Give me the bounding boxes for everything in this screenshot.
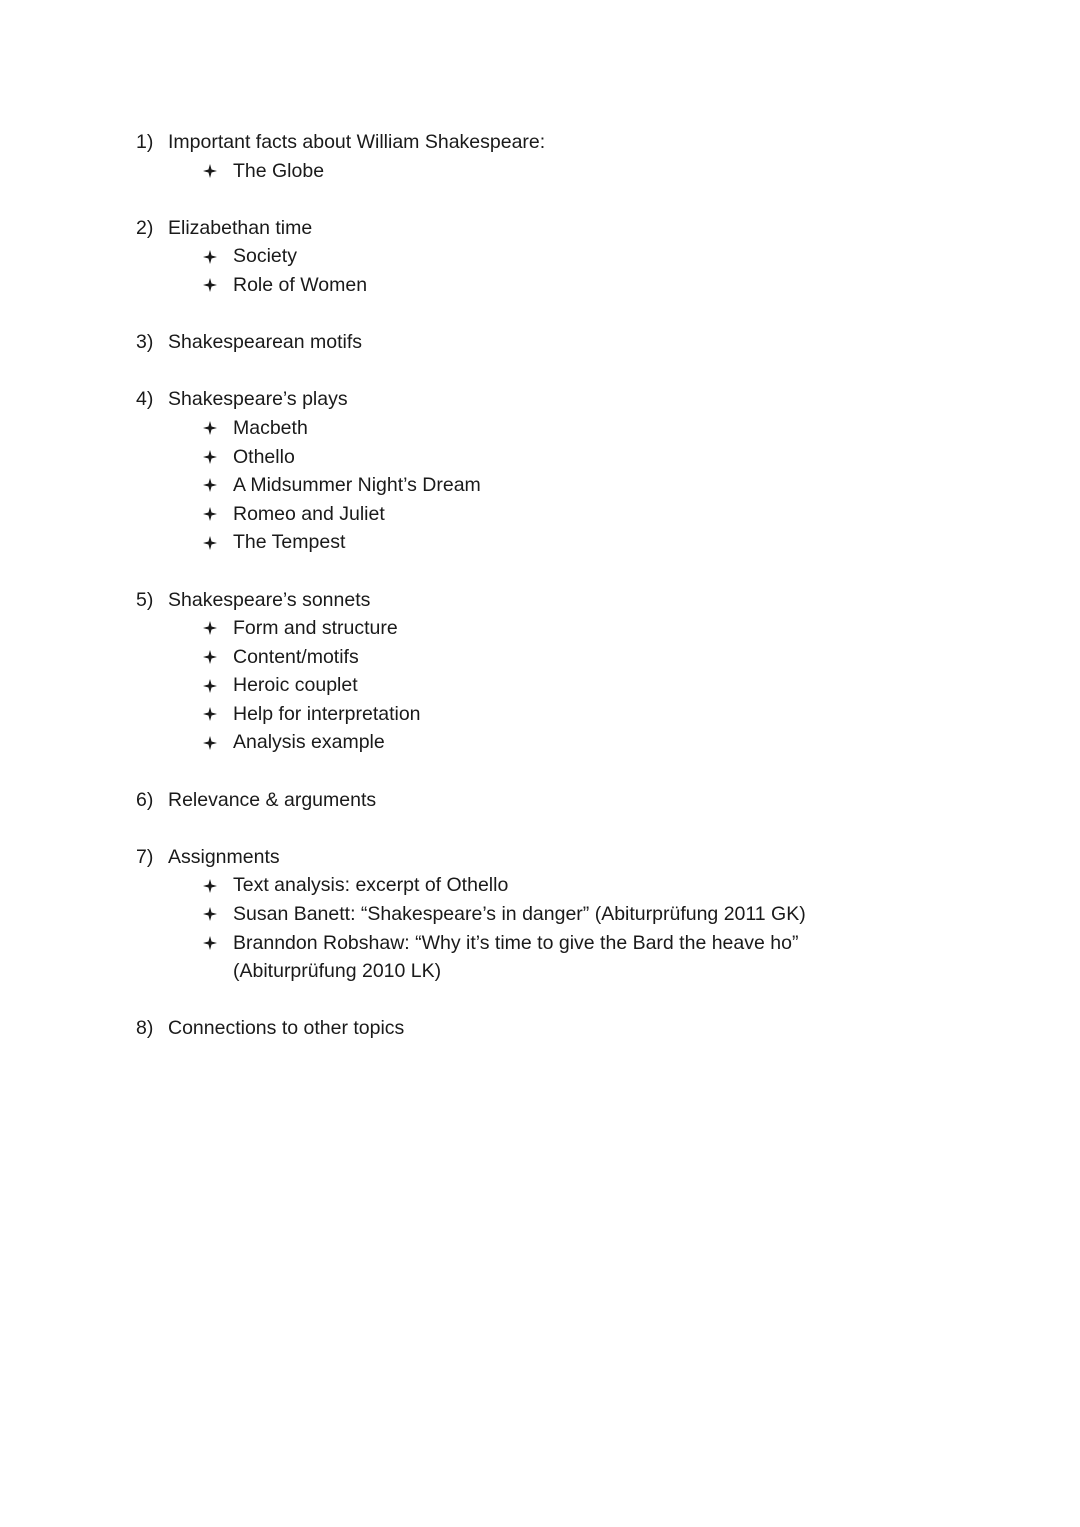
list-item <box>136 414 1036 443</box>
list-item-text: Content/motifs <box>233 645 359 668</box>
section-number: 4) <box>136 388 154 411</box>
section-number: 7) <box>136 845 154 868</box>
four-pointed-star-icon <box>201 614 219 643</box>
list-item <box>136 271 1036 300</box>
outline-section <box>136 214 1036 300</box>
outline-section <box>136 786 1036 815</box>
list-item <box>136 700 1036 729</box>
list-item-text: Romeo and Juliet <box>233 502 385 525</box>
list-item-text: (Abiturprüfung 2010 LK) <box>233 960 442 983</box>
list-item-text: Help for interpretation <box>233 702 421 725</box>
bullet-list <box>136 871 1036 985</box>
four-pointed-star-icon <box>201 500 219 529</box>
section-heading <box>136 1014 1036 1043</box>
four-pointed-star-icon <box>201 643 219 672</box>
bullet-list <box>136 242 1036 299</box>
list-item-text: A Midsummer Night’s Dream <box>233 474 481 497</box>
four-pointed-star-icon <box>201 671 219 700</box>
list-item <box>136 500 1036 529</box>
list-item-text: Role of Women <box>233 273 368 296</box>
four-pointed-star-icon <box>201 900 219 929</box>
four-pointed-star-icon <box>201 929 219 958</box>
section-title: Important facts about William Shakespeare: <box>168 131 546 153</box>
four-pointed-star-icon <box>201 871 219 900</box>
section-heading <box>136 385 1036 414</box>
section-number: 2) <box>136 216 154 239</box>
four-pointed-star-icon <box>201 471 219 500</box>
list-item-continuation <box>136 957 1036 986</box>
bullet-list <box>136 414 1036 557</box>
four-pointed-star-icon <box>201 528 219 557</box>
list-item-text: Heroic couplet <box>233 674 358 697</box>
list-item <box>136 671 1036 700</box>
outline-section <box>136 843 1036 986</box>
four-pointed-star-icon <box>201 700 219 729</box>
list-item <box>136 242 1036 271</box>
section-heading <box>136 786 1036 815</box>
list-item <box>136 471 1036 500</box>
four-pointed-star-icon <box>201 728 219 757</box>
section-heading <box>136 128 1036 157</box>
section-number: 3) <box>136 331 154 354</box>
list-item-text: Analysis example <box>233 731 385 754</box>
bullet-list <box>136 157 1036 186</box>
four-pointed-star-icon <box>201 271 219 300</box>
outline-section <box>136 128 1036 185</box>
four-pointed-star-icon <box>201 414 219 443</box>
list-item <box>136 528 1036 557</box>
table-of-contents <box>136 128 1036 1072</box>
list-item-text: Text analysis: excerpt of Othello <box>233 874 509 897</box>
list-item <box>136 871 1036 900</box>
section-title: Assignments <box>168 845 280 868</box>
list-item <box>136 443 1036 472</box>
outline-section <box>136 328 1036 357</box>
list-item-text: Form and structure <box>233 617 398 640</box>
list-item <box>136 643 1036 672</box>
four-pointed-star-icon <box>201 242 219 271</box>
section-title: Elizabethan time <box>168 216 313 239</box>
list-item <box>136 929 1036 958</box>
list-item <box>136 900 1036 929</box>
section-number: 8) <box>136 1017 154 1040</box>
outline-section <box>136 586 1036 758</box>
section-title: Shakespearean motifs <box>168 331 363 354</box>
section-number: 1) <box>136 131 154 153</box>
list-item-text: Society <box>233 245 297 268</box>
section-title: Shakespeare’s plays <box>168 388 348 411</box>
outline-section <box>136 1014 1036 1043</box>
list-item-text: The Globe <box>233 159 325 182</box>
list-item-text: Othello <box>233 445 295 468</box>
section-heading <box>136 843 1036 872</box>
section-title: Relevance & arguments <box>168 788 377 811</box>
list-item-text: Branndon Robshaw: “Why it’s time to give the Bard the heave ho” <box>233 931 799 954</box>
section-heading <box>136 586 1036 615</box>
four-pointed-star-icon <box>201 443 219 472</box>
outline-section <box>136 385 1036 557</box>
list-item-text: Susan Banett: “Shakespeare’s in danger” (Abiturprüfung 2011 GK) <box>233 903 806 926</box>
list-item-text: The Tempest <box>233 531 346 554</box>
list-item <box>136 157 1036 186</box>
section-heading <box>136 328 1036 357</box>
bullet-list <box>136 614 1036 757</box>
section-title: Shakespeare’s sonnets <box>168 588 371 611</box>
list-item-text: Macbeth <box>233 416 308 439</box>
section-heading <box>136 214 1036 243</box>
list-item <box>136 728 1036 757</box>
section-number: 6) <box>136 788 154 811</box>
list-item <box>136 614 1036 643</box>
section-number: 5) <box>136 588 154 611</box>
four-pointed-star-icon <box>201 157 219 186</box>
section-title: Connections to other topics <box>168 1017 405 1040</box>
